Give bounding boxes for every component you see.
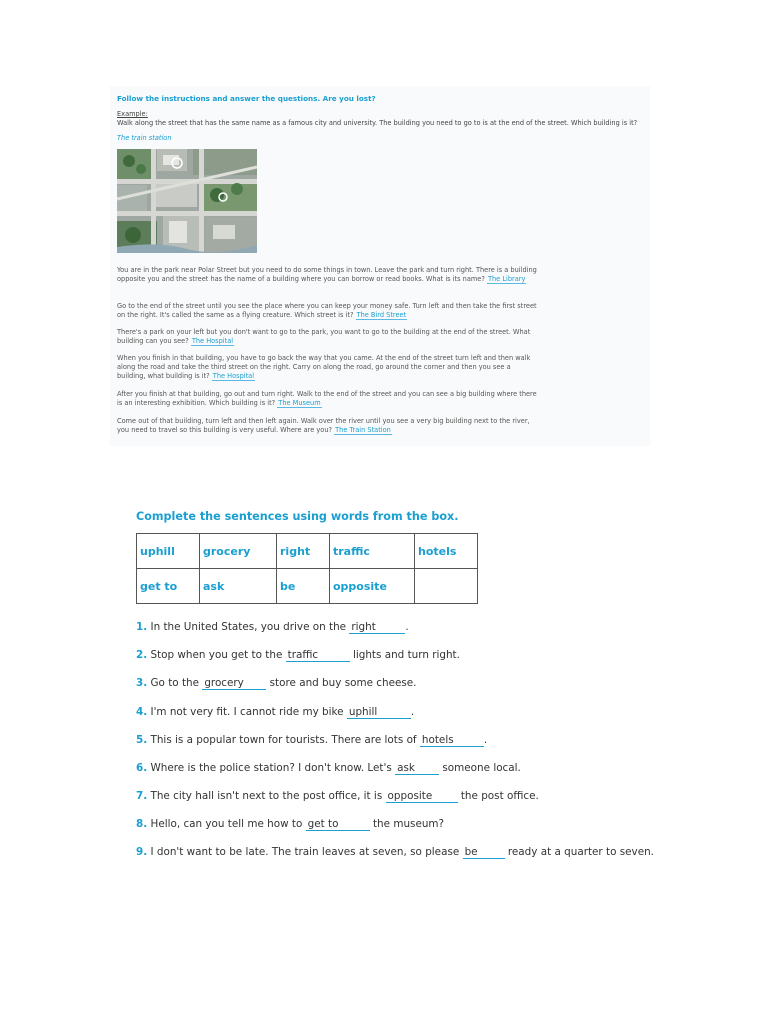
sentence-4 [136,706,414,719]
answer-blank[interactable]: right [349,621,405,634]
sentence-5 [136,734,487,747]
word-cell: right [277,534,330,569]
sentence-2 [136,649,460,662]
word-box-row [137,534,478,569]
sentence-6 [136,762,521,775]
sentence-number: 5. [136,734,148,746]
sentence-number: 1. [136,621,148,633]
answer-blank[interactable]: hotels [420,734,484,747]
question-2 [117,302,537,320]
word-cell: be [277,569,330,604]
sentence-number: 2. [136,649,148,661]
city-map-image [117,149,257,253]
sentence-before: Where is the police station? I don't know. Let's [150,762,392,774]
answer-blank[interactable]: grocery [202,677,266,690]
answer-field[interactable]: The Train Station [335,426,391,434]
sentence-9 [136,846,654,859]
answer-field[interactable]: The Museum [278,399,321,407]
sentence-number: 4. [136,706,148,718]
question-text: You are in the park near Polar Street but you need to do some things in town. Leave the park and turn right. There is a building opposite you and the street has the name of a building where you can borrow or read books. What is its name? [117,266,537,283]
sentence-after: . [405,621,409,633]
sentence-after: ready at a quarter to seven. [507,846,654,858]
answer-field[interactable]: The Library [487,275,526,283]
sentence-after: store and buy some cheese. [269,677,417,689]
sentence-before: This is a popular town for tourists. There are lots of [150,734,417,746]
sentence-before: Go to the [150,677,199,689]
question-4 [117,354,537,381]
word-cell: ask [200,569,277,604]
sentence-after: . [483,734,488,746]
sentence-before: Stop when you get to the [150,649,283,661]
word-cell: traffic [330,534,415,569]
sentence-after: someone local. [442,762,521,774]
question-text: There's a park on your left but you don't want to go to the park, you want to go to the building at the end of the street. What building can you see? [117,328,531,345]
answer-blank[interactable]: ask [395,762,439,775]
sentence-before: I'm not very fit. I cannot ride my bike [150,706,344,718]
sentence-after: the post office. [460,790,539,802]
sentence-before: The city hall isn't next to the post office, it is [150,790,383,802]
sentence-1 [136,621,409,634]
word-box [136,533,478,604]
answer-field[interactable]: The Bird Street [356,311,407,319]
word-cell: opposite [330,569,415,604]
question-5 [117,390,537,408]
answer-blank[interactable]: be [463,846,505,859]
sentence-after: the museum? [372,818,445,830]
sentence-3 [136,677,416,690]
sentence-before: Hello, can you tell me how to [150,818,303,830]
exercise-1-title: Follow the instructions and answer the questions. Are you lost? [117,94,376,103]
question-1 [117,266,537,284]
word-cell: uphill [137,534,200,569]
sentence-number: 7. [136,790,148,802]
city-map-graphic [117,149,257,253]
word-cell: grocery [200,534,277,569]
answer-blank[interactable]: traffic [286,649,350,662]
sentence-number: 8. [136,818,148,830]
question-text: After you finish at that building, go out and turn right. Walk to the end of the street and you can see a big building where there is an interesting exhibition. Which building is it? [117,390,537,407]
word-cell: hotels [415,534,478,569]
example-text: Walk along the street that has the same name as a famous city and university. The building you need to go to is at the end of the street. Which building is it? [117,119,638,127]
question-6 [117,417,537,435]
sentence-before: In the United States, you drive on the [150,621,347,633]
sentence-number: 9. [136,846,148,858]
answer-field[interactable]: The Hospital [212,372,255,380]
sentence-after: . [410,706,415,718]
example-answer: The train station [117,134,172,142]
question-text: When you finish in that building, you have to go back the way that you came. At the end of the street turn left and then walk along the road and take the third street on the right. Carry on along the road, go around the corner and then you see a building, what building is it? [117,354,531,380]
question-text: Come out of that building, turn left and then left again. Walk over the river until you see a very big building next to the river, you need to travel so this building is very useful. Where are you? [117,417,530,434]
sentence-number: 3. [136,677,148,689]
example-label: Example: [117,110,148,118]
sentence-7 [136,790,539,803]
exercise-2-title: Complete the sentences using words from the box. [136,510,459,523]
answer-blank[interactable]: uphill [347,706,411,719]
map-exercise-panel [110,86,650,446]
sentence-after: lights and turn right. [352,649,460,661]
sentence-8 [136,818,444,831]
question-3 [117,328,537,346]
sentence-before: I don't want to be late. The train leaves at seven, so please [150,846,460,858]
answer-blank[interactable]: opposite [386,790,458,803]
answer-blank[interactable]: get to [306,818,370,831]
sentence-number: 6. [136,762,148,774]
question-text: Go to the end of the street until you see the place where you can keep your money safe. Turn left and then take the first street on the right. It's called the same as a flying creature. Which street is it? [117,302,537,319]
word-cell: get to [137,569,200,604]
word-cell [415,569,478,604]
answer-field[interactable]: The Hospital [191,337,234,345]
word-box-row [137,569,478,604]
